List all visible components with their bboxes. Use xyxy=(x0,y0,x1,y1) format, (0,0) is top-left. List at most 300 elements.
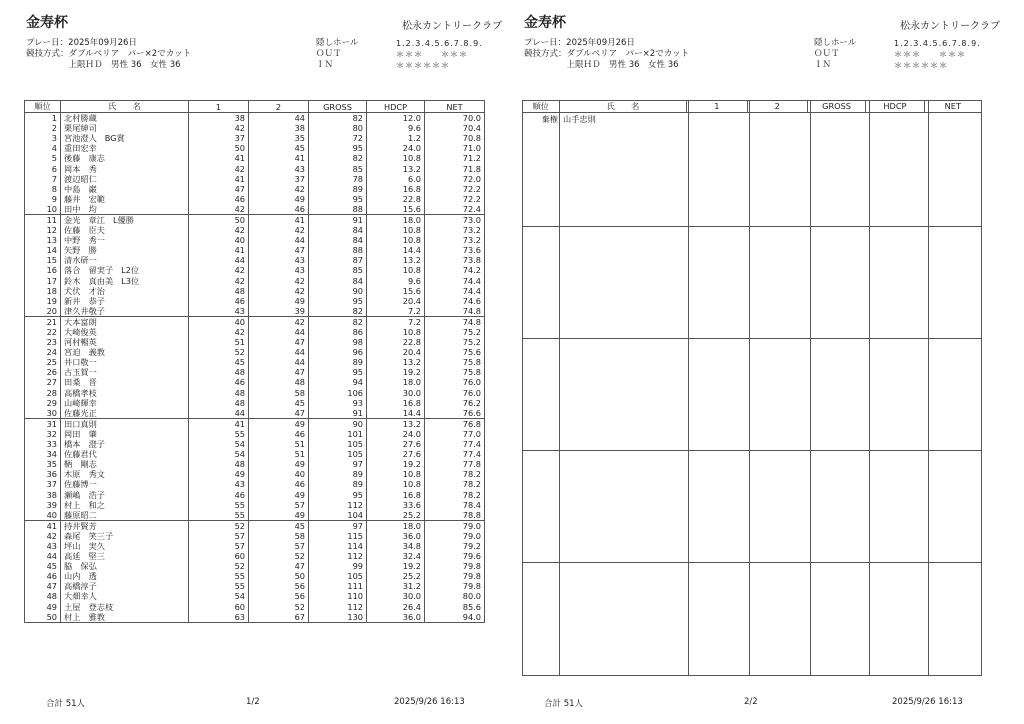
round1-cell: 48 xyxy=(189,367,249,377)
net-cell: 79.6 xyxy=(425,551,485,561)
net-cell: 71.0 xyxy=(425,143,485,153)
hdcp-cell: 18.0 xyxy=(367,520,425,531)
net-cell: 76.2 xyxy=(425,398,485,408)
hdcp-cell: 16.8 xyxy=(367,489,425,499)
rank-cell: 20 xyxy=(25,306,61,317)
rank-cell: 23 xyxy=(25,337,61,347)
table-row xyxy=(25,367,485,377)
rank-cell: 9 xyxy=(25,194,61,204)
round2-cell: 56 xyxy=(249,591,309,601)
net-cell: 77.4 xyxy=(425,439,485,449)
table-row xyxy=(25,113,485,124)
player-name: 井口敬一 xyxy=(64,357,97,368)
player-name: 森尾 笑三子 xyxy=(64,530,114,541)
gross-cell: 86 xyxy=(309,327,367,337)
player-name: 坪山 実久 xyxy=(64,540,105,551)
net-cell: 73.8 xyxy=(425,255,485,265)
round2-cell: 42 xyxy=(249,276,309,286)
round2-cell: 43 xyxy=(249,265,309,275)
player-name: 大崎俊英 xyxy=(64,327,97,338)
hdcp-cell: 13.2 xyxy=(367,163,425,173)
gross-cell: 90 xyxy=(309,418,367,429)
gross-cell: 87 xyxy=(309,255,367,265)
round2-cell: 49 xyxy=(249,296,309,306)
name-cell xyxy=(61,398,189,408)
table-row xyxy=(25,296,485,306)
table-row xyxy=(25,347,485,357)
results-table xyxy=(24,100,485,623)
net-cell: 73.2 xyxy=(425,235,485,245)
hdcp-cell: 33.6 xyxy=(367,500,425,510)
rank-cell: 15 xyxy=(25,255,61,265)
name-cell xyxy=(61,316,189,327)
table-row xyxy=(25,225,485,235)
round1-cell: 42 xyxy=(189,123,249,133)
out-label: ＯＵＴ xyxy=(316,49,342,59)
round1-cell: 46 xyxy=(189,489,249,499)
col-net: NET xyxy=(425,101,485,113)
round2-cell: 42 xyxy=(249,286,309,296)
round2-cell: 39 xyxy=(249,306,309,317)
player-name: 藤井 宏範 xyxy=(64,193,105,204)
name-cell xyxy=(61,133,189,143)
rank-cell: 26 xyxy=(25,367,61,377)
hdcp-cell: 9.6 xyxy=(367,123,425,133)
gross-cell: 82 xyxy=(309,153,367,163)
rank-cell: 13 xyxy=(25,235,61,245)
round1-cell: 41 xyxy=(189,174,249,184)
col-rank: 順位 xyxy=(25,101,61,113)
player-name: 山崎輝幸 xyxy=(64,397,97,408)
gross-cell: 98 xyxy=(309,337,367,347)
table-row xyxy=(25,286,485,296)
player-name: 宮池澄人 xyxy=(64,133,97,144)
net-cell: 76.6 xyxy=(425,408,485,419)
hdcp-cell: 30.0 xyxy=(367,591,425,601)
hidden-hole-labels xyxy=(316,38,358,71)
play-date: プレー日：2025年09月26日 xyxy=(26,38,137,48)
round1-cell: 57 xyxy=(189,531,249,541)
table-row xyxy=(25,388,485,398)
grid-line xyxy=(523,450,981,451)
hdcp-cell: 15.6 xyxy=(367,286,425,296)
round2-cell: 46 xyxy=(249,204,309,215)
table-row xyxy=(25,398,485,408)
col-name: 氏 名 xyxy=(61,101,189,113)
rank-cell: 25 xyxy=(25,357,61,367)
name-cell xyxy=(61,265,189,275)
net-cell: 79.0 xyxy=(425,531,485,541)
col-name: 氏 名 xyxy=(560,101,688,112)
round2-cell: 67 xyxy=(249,612,309,623)
round1-cell: 48 xyxy=(189,286,249,296)
round1-cell: 50 xyxy=(189,143,249,153)
table-row xyxy=(25,316,485,327)
out-label: ＯＵＴ xyxy=(814,49,840,59)
footer-time: 2025/9/26 16:13 xyxy=(394,697,465,707)
name-cell xyxy=(61,255,189,265)
net-cell: 74.8 xyxy=(425,306,485,317)
table-row xyxy=(25,602,485,612)
net-cell: 75.6 xyxy=(425,347,485,357)
player-name: 新井 恭子 xyxy=(64,295,105,306)
grid-line xyxy=(749,101,750,675)
rank-cell: 39 xyxy=(25,500,61,510)
table-row xyxy=(25,531,485,541)
player-name: 大本富朗 xyxy=(64,316,97,327)
round2-cell: 52 xyxy=(249,551,309,561)
scoresheet-page-1 xyxy=(24,0,514,724)
player-name: 津久井敬子 xyxy=(64,305,105,316)
gross-cell: 101 xyxy=(309,429,367,439)
round1-cell: 42 xyxy=(189,276,249,286)
round1-cell: 41 xyxy=(189,153,249,163)
hdcp-cell: 10.8 xyxy=(367,327,425,337)
hdcp-cell: 25.2 xyxy=(367,510,425,521)
name-cell xyxy=(61,449,189,459)
results-table-continued xyxy=(522,100,982,676)
round2-cell: 58 xyxy=(249,388,309,398)
abstain-name: 山手忠則 xyxy=(563,114,596,124)
hdcp-cell: 13.2 xyxy=(367,357,425,367)
competition-format: 競技方式：ダブルペリア パー×2でカット xyxy=(26,49,192,59)
table-row xyxy=(25,357,485,367)
gross-cell: 72 xyxy=(309,133,367,143)
round1-cell: 55 xyxy=(189,500,249,510)
name-cell xyxy=(61,367,189,377)
player-name: 鈴木 真由美 xyxy=(64,275,114,286)
round1-cell: 46 xyxy=(189,194,249,204)
col-round2: 2 xyxy=(249,101,309,113)
grid-line xyxy=(869,101,870,675)
round2-cell: 35 xyxy=(249,133,309,143)
round2-cell: 46 xyxy=(249,429,309,439)
round1-cell: 51 xyxy=(189,337,249,347)
name-cell xyxy=(61,123,189,133)
in-label: ＩＮ xyxy=(316,60,334,70)
name-cell xyxy=(61,184,189,194)
player-name: 佐藤 臣夫 xyxy=(64,225,105,236)
hdcp-cell: 19.2 xyxy=(367,367,425,377)
player-name: 清水研一 xyxy=(64,255,97,266)
rank-cell: 43 xyxy=(25,541,61,551)
table-row xyxy=(25,469,485,479)
name-cell xyxy=(61,459,189,469)
hdcp-cell: 16.8 xyxy=(367,184,425,194)
round2-cell: 47 xyxy=(249,408,309,419)
round2-cell: 49 xyxy=(249,194,309,204)
gross-cell: 89 xyxy=(309,469,367,479)
col-hdcp: HDCP xyxy=(367,101,425,113)
round1-cell: 60 xyxy=(189,551,249,561)
round2-cell: 57 xyxy=(249,541,309,551)
gross-cell: 85 xyxy=(309,163,367,173)
round2-cell: 43 xyxy=(249,163,309,173)
table-row xyxy=(25,143,485,153)
player-name: 金光 章江 xyxy=(64,214,105,225)
round2-cell: 42 xyxy=(249,316,309,327)
round1-cell: 41 xyxy=(189,245,249,255)
net-cell: 79.2 xyxy=(425,541,485,551)
table-row xyxy=(25,265,485,275)
table-row xyxy=(25,551,485,561)
player-name: 藤原昭二 xyxy=(64,509,97,520)
round1-cell: 42 xyxy=(189,204,249,215)
round2-cell: 44 xyxy=(249,113,309,124)
round1-cell: 54 xyxy=(189,591,249,601)
round1-cell: 60 xyxy=(189,602,249,612)
out-value: ＊＊＊ ＊＊＊ xyxy=(894,50,966,59)
hidden-hole-values xyxy=(396,38,483,71)
name-cell xyxy=(61,306,189,317)
col-rank: 順位 xyxy=(523,101,560,112)
net-cell: 77.4 xyxy=(425,449,485,459)
name-cell xyxy=(61,113,189,124)
player-name: 宮迫 義教 xyxy=(64,347,105,358)
gross-cell: 94 xyxy=(309,377,367,387)
round2-cell: 49 xyxy=(249,459,309,469)
hdcp-cell: 10.8 xyxy=(367,265,425,275)
gross-cell: 91 xyxy=(309,214,367,225)
net-cell: 75.2 xyxy=(425,337,485,347)
net-cell: 72.2 xyxy=(425,184,485,194)
net-cell: 72.4 xyxy=(425,204,485,215)
player-name: 鞆 剛志 xyxy=(64,459,97,470)
round1-cell: 57 xyxy=(189,541,249,551)
table-header xyxy=(25,101,485,113)
name-cell xyxy=(61,510,189,521)
name-cell xyxy=(61,235,189,245)
hdcp-cell: 15.6 xyxy=(367,204,425,215)
player-name: 栗尾紳司 xyxy=(64,123,97,134)
name-cell xyxy=(61,174,189,184)
player-name: 脇 保弘 xyxy=(64,561,97,572)
round2-cell: 45 xyxy=(249,520,309,531)
hdcp-cell: 27.6 xyxy=(367,439,425,449)
net-cell: 74.4 xyxy=(425,286,485,296)
gross-cell: 114 xyxy=(309,541,367,551)
net-cell: 75.8 xyxy=(425,357,485,367)
grid-line xyxy=(810,101,811,675)
name-cell xyxy=(61,225,189,235)
round2-cell: 45 xyxy=(249,398,309,408)
round2-cell: 46 xyxy=(249,479,309,489)
hdcp-cell: 10.8 xyxy=(367,235,425,245)
rank-cell: 24 xyxy=(25,347,61,357)
round1-cell: 55 xyxy=(189,510,249,521)
hdcp-cell: 36.0 xyxy=(367,612,425,623)
name-cell xyxy=(61,286,189,296)
round1-cell: 43 xyxy=(189,306,249,317)
club-name: 松永カントリークラブ xyxy=(900,21,1000,32)
rank-cell: 30 xyxy=(25,408,61,419)
rank-cell: 32 xyxy=(25,429,61,439)
name-cell xyxy=(61,245,189,255)
hdcp-cell: 30.0 xyxy=(367,388,425,398)
net-cell: 72.0 xyxy=(425,174,485,184)
table-row xyxy=(25,133,485,143)
table-row xyxy=(25,489,485,499)
rank-cell: 50 xyxy=(25,612,61,623)
rank-cell: 14 xyxy=(25,245,61,255)
round1-cell: 55 xyxy=(189,571,249,581)
round1-cell: 52 xyxy=(189,561,249,571)
gross-cell: 84 xyxy=(309,235,367,245)
table-row xyxy=(25,163,485,173)
round2-cell: 47 xyxy=(249,337,309,347)
net-cell: 79.8 xyxy=(425,571,485,581)
rank-cell: 33 xyxy=(25,439,61,449)
round1-cell: 41 xyxy=(189,418,249,429)
net-cell: 94.0 xyxy=(425,612,485,623)
hidden-hole-value: 1.2.3.4.5.6.7.8.9. xyxy=(396,39,483,48)
name-cell xyxy=(61,408,189,419)
rank-cell: 19 xyxy=(25,296,61,306)
player-name: 佐藤博一 xyxy=(64,479,97,490)
competition-format: 競技方式：ダブルペリア パー×2でカット xyxy=(524,49,690,59)
player-name: 橋本 澄子 xyxy=(64,439,105,450)
net-cell: 79.8 xyxy=(425,581,485,591)
col-gross: GROSS xyxy=(309,101,367,113)
round2-cell: 50 xyxy=(249,571,309,581)
competition-info xyxy=(26,38,191,71)
footer-page: 1/2 xyxy=(246,697,260,707)
gross-cell: 106 xyxy=(309,388,367,398)
hdcp-cell: 32.4 xyxy=(367,551,425,561)
hdcp-cell: 19.2 xyxy=(367,459,425,469)
name-cell xyxy=(61,388,189,398)
gross-cell: 112 xyxy=(309,602,367,612)
round2-cell: 38 xyxy=(249,123,309,133)
gross-cell: 88 xyxy=(309,245,367,255)
hdcp-cell: 36.0 xyxy=(367,531,425,541)
grid-line xyxy=(523,338,981,339)
table-row xyxy=(25,153,485,163)
grid-line xyxy=(523,562,981,563)
rank-cell: 8 xyxy=(25,184,61,194)
player-name: 持井賢芳 xyxy=(64,520,97,531)
name-cell xyxy=(61,337,189,347)
hdcp-cell: 10.8 xyxy=(367,469,425,479)
round1-cell: 47 xyxy=(189,184,249,194)
round2-cell: 47 xyxy=(249,367,309,377)
table-row xyxy=(25,255,485,265)
results-body xyxy=(25,113,485,623)
hdcp-cell: 25.2 xyxy=(367,571,425,581)
hdcp-cell: 10.8 xyxy=(367,225,425,235)
round2-cell: 48 xyxy=(249,377,309,387)
table-row xyxy=(25,184,485,194)
round1-cell: 38 xyxy=(189,113,249,124)
player-name: 犬伏 才治 xyxy=(64,285,105,296)
gross-cell: 78 xyxy=(309,174,367,184)
net-cell: 78.2 xyxy=(425,489,485,499)
rank-cell: 22 xyxy=(25,327,61,337)
table-row xyxy=(25,561,485,571)
col-hdcp: HDCP xyxy=(866,101,924,112)
player-name: 渡辺昭仁 xyxy=(64,173,97,184)
round1-cell: 46 xyxy=(189,296,249,306)
gross-cell: 105 xyxy=(309,449,367,459)
gross-cell: 95 xyxy=(309,367,367,377)
name-cell xyxy=(61,439,189,449)
hidden-hole-labels xyxy=(814,38,856,71)
rank-cell: 49 xyxy=(25,602,61,612)
player-name: 佐藤光正 xyxy=(64,407,97,418)
rank-cell: 35 xyxy=(25,459,61,469)
round1-cell: 45 xyxy=(189,357,249,367)
table-header xyxy=(523,101,981,113)
round1-cell: 46 xyxy=(189,377,249,387)
player-name: 北村勝蔵 xyxy=(64,113,97,124)
round2-cell: 51 xyxy=(249,439,309,449)
table-row xyxy=(25,541,485,551)
round1-cell: 37 xyxy=(189,133,249,143)
gross-cell: 82 xyxy=(309,316,367,327)
table-row xyxy=(25,174,485,184)
round1-cell: 40 xyxy=(189,235,249,245)
round1-cell: 63 xyxy=(189,612,249,623)
gross-cell: 105 xyxy=(309,571,367,581)
player-name: 土屋 登志枝 xyxy=(64,601,114,612)
player-name: 村上 雅教 xyxy=(64,611,105,622)
net-cell: 78.8 xyxy=(425,510,485,521)
round2-cell: 49 xyxy=(249,489,309,499)
hdcp-cell: 31.2 xyxy=(367,581,425,591)
net-cell: 76.0 xyxy=(425,377,485,387)
player-name: 後藤 康志 xyxy=(64,153,105,164)
round2-cell: 43 xyxy=(249,255,309,265)
round2-cell: 56 xyxy=(249,581,309,591)
hdcp-cell: 18.0 xyxy=(367,377,425,387)
rank-cell: 6 xyxy=(25,163,61,173)
gross-cell: 85 xyxy=(309,265,367,275)
hidden-hole-label: 隠しホール xyxy=(316,38,359,48)
net-cell: 85.6 xyxy=(425,602,485,612)
net-cell: 78.2 xyxy=(425,469,485,479)
table-row xyxy=(25,439,485,449)
player-name: 高橋淳子 xyxy=(64,581,97,592)
name-cell xyxy=(61,327,189,337)
hdcp-cell: 26.4 xyxy=(367,602,425,612)
scoresheet-page-2 xyxy=(522,0,1012,724)
table-row xyxy=(25,500,485,510)
abstain-rank: 棄権 xyxy=(541,114,558,124)
player-name: 中野 秀一 xyxy=(64,235,105,246)
round2-cell: 44 xyxy=(249,327,309,337)
gross-cell: 115 xyxy=(309,531,367,541)
rank-cell: 46 xyxy=(25,571,61,581)
gross-cell: 99 xyxy=(309,561,367,571)
table-row xyxy=(25,276,485,286)
name-cell xyxy=(61,357,189,367)
rank-cell: 41 xyxy=(25,520,61,531)
gross-cell: 82 xyxy=(309,113,367,124)
table-row xyxy=(25,123,485,133)
net-cell: 76.8 xyxy=(425,418,485,429)
competition-title: 金寿杯 xyxy=(524,15,566,31)
name-cell xyxy=(61,571,189,581)
gross-cell: 130 xyxy=(309,612,367,623)
round2-cell: 49 xyxy=(249,510,309,521)
hdcp-cell: 13.2 xyxy=(367,418,425,429)
net-cell: 77.0 xyxy=(425,429,485,439)
player-name: 高延 堅三 xyxy=(64,551,105,562)
name-cell xyxy=(61,296,189,306)
player-name: 佐藤君代 xyxy=(64,449,97,460)
table-row xyxy=(25,245,485,255)
player-name: 落合 留実子 xyxy=(64,265,114,276)
